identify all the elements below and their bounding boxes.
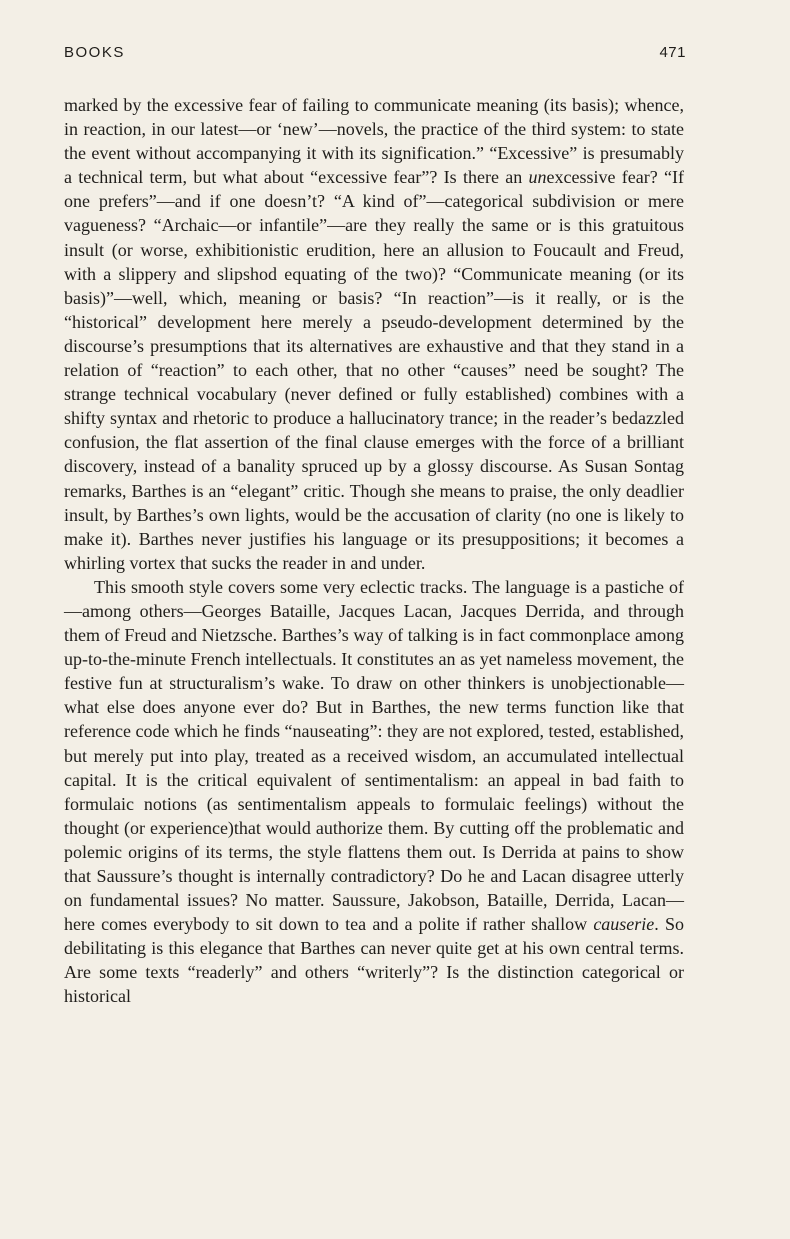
italic-segment: un [528, 167, 547, 188]
section-title: BOOKS [64, 44, 125, 61]
italic-segment: causerie [593, 914, 655, 935]
paragraph-2 [64, 575, 684, 1009]
body-text [64, 93, 684, 1009]
text-segment: marked by the excessive fear of failing to communicate meaning (its basis); whence, in reaction, in our latest—or ‘new’—novels, the practice of the third system: to state the event without accompanying it with its signification.” “Excessive” is presumably a technical term, but what about “excessive fear”? Is there an [64, 95, 684, 188]
text-segment: . So debilitating is this elegance that Barthes can never quite get at his own central terms. Are some texts “readerly” and others “writerly”? Is the distinction categorical or historical [64, 914, 684, 1007]
running-head [64, 44, 686, 68]
page-number: 471 [659, 44, 686, 61]
paragraph-1 [64, 93, 684, 575]
text-segment: excessive fear? “If one prefers”—and if one doesn’t? “A kind of”—categorical subdivision or mere vagueness? “Archaic—or infantile”—are they really the same or is this gratuitous insult (or worse, exhibitionistic erudition, here an allusion to Foucault and Freud, with a slippery and slipshod equating of the two)? “Communicate meaning (or its basis)”—well, which, meaning or basis? “In reaction”—is it really, or is the “historical” development here merely a pseudo-development determined by the discourse’s presumptions that its alternatives are exhaustive and that they stand in a relation of “reaction” to each other, that no other “causes” need be sought? The strange technical vocabulary (never defined or fully established) combines with a shifty syntax and rhetoric to produce a hallucinatory trance; in the reader’s bedazzled confusion, the flat assertion of the final clause emerges with the force of a brilliant discovery, instead of a banality spruced up by a glossy discourse. As Susan Sontag remarks, Barthes is an “elegant” critic. Though she means to praise, the only deadlier insult, by Barthes’s own lights, would be the accusation of clarity (no one is likely to make it). Barthes never justifies his language or its presuppositions; it becomes a whirling vortex that sucks the reader in and under. [64, 167, 685, 573]
text-segment: This smooth style covers some very eclectic tracks. The language is a pastiche of—among others—Georges Bataille, Jacques Lacan, Jacques Derrida, and through them of Freud and Nietzsche. Barthes’s way of talking is in fact commonplace among up-to-the-minute French intellectuals. It constitutes an as yet nameless movement, the festive fun at structuralism’s wake. To draw on other thinkers is unobjectionable—what else does anyone ever do? But in Barthes, the new terms function like that reference code which he finds “nauseating”: they are not explored, tested, established, but merely put into play, treated as a received wisdom, an accumulated intellectual capital. It is the critical equivalent of sentimentalism: an appeal in bad faith to formulaic notions (as sentimentalism appeals to formulaic feelings) without the thought (or experience)that would authorize them. By cutting off the problematic and polemic origins of its terms, the style flattens them out. Is Derrida at pains to show that Saussure’s thought is internally contradictory? Do he and Lacan disagree utterly on fundamental issues? No matter. Saussure, Jakobson, Bataille, Derrida, Lacan—here comes everybody to sit down to tea and a polite if rather shallow [64, 576, 684, 935]
